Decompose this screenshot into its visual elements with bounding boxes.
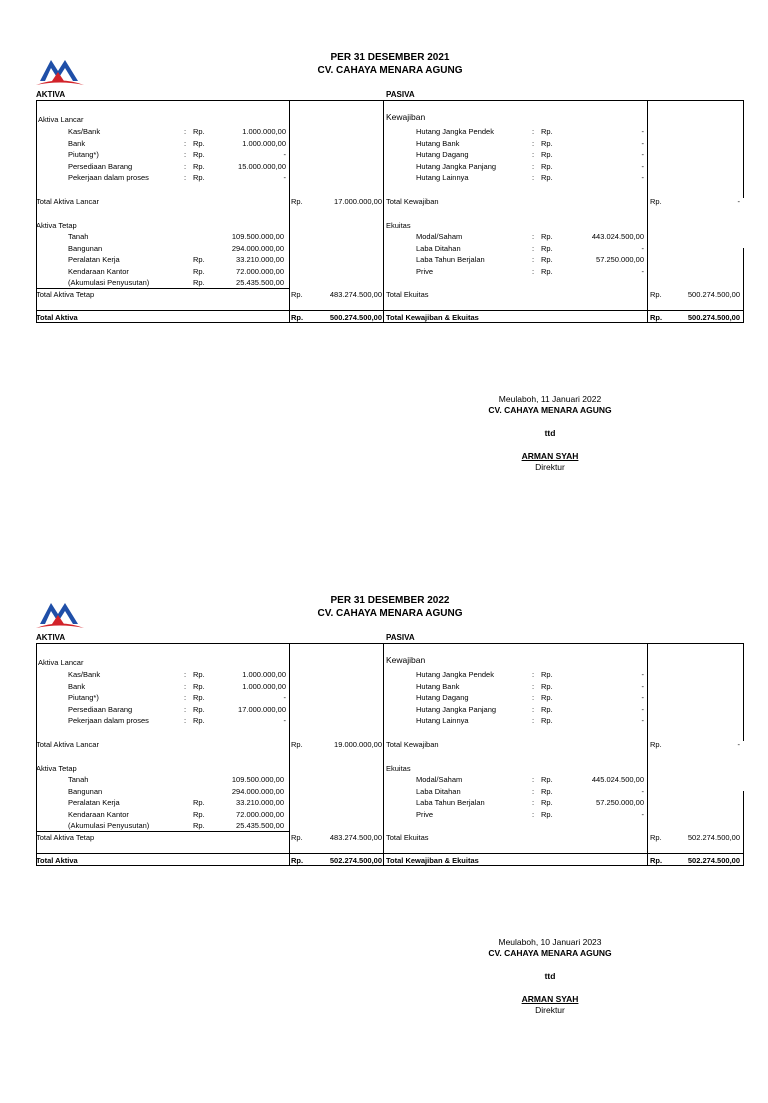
kewajiban-item-value: - [641, 138, 644, 148]
aktiva-lancar-item-value: 17.000.000,00 [238, 704, 286, 714]
total-ekuitas-label: Total Ekuitas [386, 290, 429, 299]
signature-company: CV. CAHAYA MENARA AGUNG [488, 948, 612, 958]
aktiva-lancar-item-colon: : [184, 681, 187, 691]
total-aktiva-tetap-label: Total Aktiva Tetap [36, 290, 95, 299]
aktiva-tetap-item-value: 72.000.000,00 [236, 266, 284, 276]
table-top-border [36, 100, 744, 101]
aktiva-lancar-item-colon: : [184, 161, 187, 171]
kewajiban-item-label: Hutang Lainnya [416, 716, 469, 726]
aktiva-lancar-item-colon: : [184, 704, 187, 714]
kewajiban-item-rp: Rp. [541, 127, 553, 136]
aktiva-tetap-item-value: 109.500.000,00 [231, 232, 284, 241]
ekuitas-item-value: 57.250.000,00 [596, 255, 644, 265]
divider-aktiva-values [289, 100, 290, 322]
aktiva-lancar-item-label: Bank [68, 681, 86, 691]
aktiva-lancar-item-value: - [283, 693, 286, 703]
aktiva-tetap-label: Aktiva Tetap [36, 764, 77, 773]
total-aktiva-value: 502.274.500,00 [329, 856, 382, 865]
aktiva-lancar-item-rp: Rp. [193, 127, 205, 136]
aktiva-lancar-item-label: Persediaan Barang [68, 704, 133, 714]
aktiva-lancar-item-colon: : [184, 670, 187, 679]
ekuitas-item-label: Laba Tahun Berjalan [416, 255, 485, 265]
kewajiban-item-rp: Rp. [541, 173, 553, 183]
aktiva-lancar-item-colon: : [184, 693, 187, 703]
aktiva-tetap-item-value: 294.000.000,00 [231, 243, 284, 253]
kewajiban-item-colon: : [532, 681, 535, 691]
aktiva-tetap-item-value: 33.210.000,00 [236, 798, 284, 808]
company-logo [34, 597, 86, 631]
signature-block [470, 394, 630, 473]
aktiva-tetap-item-label: (Akumulasi Penyusutan) [68, 821, 150, 831]
table-left-border [36, 100, 37, 322]
total-aktiva-lancar-rp: Rp. [291, 740, 303, 749]
aktiva-tetap-item-rp: Rp. [193, 809, 205, 819]
aktiva-lancar-item-label: Bank [68, 138, 86, 148]
kewajiban-item-rp: Rp. [541, 161, 553, 171]
aktiva-lancar-item-label: Pekerjaan dalam proses [68, 716, 149, 726]
kewajiban-item-label: Hutang Bank [416, 138, 460, 148]
aktiva-lancar-item-rp: Rp. [193, 138, 205, 148]
ekuitas-item-rp: Rp. [541, 255, 553, 265]
divider-pasiva-values [647, 100, 648, 322]
ekuitas-item-value: 445.024.500,00 [591, 775, 644, 784]
ekuitas-item-colon: : [532, 232, 535, 241]
kewajiban-item-colon: : [532, 693, 535, 703]
ekuitas-item-rp: Rp. [541, 798, 553, 808]
ekuitas-item-value: - [641, 266, 644, 276]
ekuitas-label: Ekuitas [386, 221, 411, 230]
kewajiban-item-rp: Rp. [541, 670, 553, 679]
total-top-rule [36, 853, 744, 854]
kewajiban-item-colon: : [532, 127, 535, 136]
divider-aktiva-values [289, 643, 290, 865]
aktiva-tetap-item-rp: Rp. [193, 278, 205, 288]
total-ekuitas-value: 502.274.500,00 [687, 833, 740, 842]
aktiva-tetap-item-label: Tanah [68, 232, 89, 241]
aktiva-lancar-item-rp: Rp. [193, 150, 205, 160]
total-aktiva-rp: Rp. [291, 856, 304, 865]
table-left-border [36, 643, 37, 865]
total-kewajiban-rp: Rp. [650, 197, 662, 206]
aktiva-lancar-item-value: 15.000.000,00 [238, 161, 286, 171]
aktiva-lancar-item-label: Kas/Bank [68, 127, 101, 136]
aktiva-lancar-item-colon: : [184, 138, 187, 148]
aktiva-lancar-item-rp: Rp. [193, 173, 205, 183]
aktiva-lancar-item-colon: : [184, 150, 187, 160]
aktiva-tetap-item-rp: Rp. [193, 798, 205, 808]
ekuitas-item-value: - [641, 809, 644, 819]
ekuitas-item-colon: : [532, 786, 535, 796]
total-kewajiban-ekuitas-value: 502.274.500,00 [687, 856, 740, 865]
aktiva-lancar-item-rp: Rp. [193, 693, 205, 703]
total-kewajiban-ekuitas-value: 500.274.500,00 [687, 313, 740, 322]
aktiva-tetap-item-value: 33.210.000,00 [236, 255, 284, 265]
aktiva-lancar-item-value: 1.000.000,00 [242, 670, 286, 679]
kewajiban-item-value: - [641, 173, 644, 183]
ekuitas-item-label: Modal/Saham [416, 775, 463, 784]
ekuitas-item-value: - [641, 786, 644, 796]
aktiva-tetap-item-label: Kendaraan Kantor [68, 266, 129, 276]
aktiva-header: AKTIVA [36, 90, 66, 99]
kewajiban-item-colon: : [532, 173, 535, 183]
table-right-border [743, 643, 744, 741]
total-ekuitas-rp: Rp. [650, 833, 662, 842]
statement-title: PER 31 DESEMBER 2021 [330, 52, 450, 63]
divider-aktiva-pasiva [383, 100, 384, 322]
signature-place-date: Meulaboh, 10 Januari 2023 [498, 937, 602, 947]
kewajiban-item-label: Hutang Jangka Panjang [416, 704, 497, 714]
aktiva-header: AKTIVA [36, 633, 66, 642]
kewajiban-item-value: - [641, 693, 644, 703]
ekuitas-item-colon: : [532, 775, 535, 784]
divider-aktiva-pasiva [383, 643, 384, 865]
total-aktiva-tetap-rp: Rp. [291, 833, 303, 842]
aktiva-tetap-underline [36, 831, 289, 832]
total-kewajiban-rp: Rp. [650, 740, 662, 749]
aktiva-lancar-item-label: Pekerjaan dalam proses [68, 173, 149, 183]
ekuitas-item-colon: : [532, 243, 535, 253]
aktiva-tetap-item-rp: Rp. [193, 266, 205, 276]
aktiva-tetap-item-value: 294.000.000,00 [231, 786, 284, 796]
aktiva-lancar-item-label: Kas/Bank [68, 670, 101, 679]
kewajiban-item-value: - [641, 127, 644, 136]
aktiva-lancar-item-value: 1.000.000,00 [242, 681, 286, 691]
aktiva-lancar-item-label: Piutang*) [68, 693, 99, 703]
kewajiban-item-label: Hutang Jangka Pendek [416, 127, 494, 136]
total-aktiva-lancar-label: Total Aktiva Lancar [36, 197, 99, 206]
company-logo [34, 54, 86, 88]
ekuitas-item-rp: Rp. [541, 809, 553, 819]
total-ekuitas-label: Total Ekuitas [386, 833, 429, 842]
ekuitas-item-label: Laba Ditahan [416, 243, 461, 253]
ekuitas-item-label: Laba Ditahan [416, 786, 461, 796]
signer-name: ARMAN SYAH [521, 994, 579, 1004]
ekuitas-item-value: 57.250.000,00 [596, 798, 644, 808]
ekuitas-item-rp: Rp. [541, 243, 553, 253]
ekuitas-item-colon: : [532, 809, 535, 819]
signature-company: CV. CAHAYA MENARA AGUNG [488, 405, 612, 415]
total-ekuitas-rp: Rp. [650, 290, 662, 299]
total-kewajiban-ekuitas-rp: Rp. [650, 313, 663, 322]
balance-sheet-2 [0, 591, 768, 1103]
aktiva-tetap-item-value: 25.435.500,00 [236, 821, 284, 831]
ekuitas-item-rp: Rp. [541, 266, 553, 276]
signature-place-date: Meulaboh, 11 Januari 2022 [498, 394, 602, 404]
company-name: CV. CAHAYA MENARA AGUNG [317, 608, 463, 619]
total-aktiva-label: Total Aktiva [36, 856, 78, 865]
total-kewajiban-ekuitas-label: Total Kewajiban & Ekuitas [386, 856, 479, 865]
kewajiban-item-value: - [641, 716, 644, 726]
signer-name: ARMAN SYAH [521, 451, 579, 461]
kewajiban-item-colon: : [532, 670, 535, 679]
aktiva-tetap-item-label: (Akumulasi Penyusutan) [68, 278, 150, 288]
pasiva-header: PASIVA [386, 633, 415, 642]
aktiva-lancar-label: Aktiva Lancar [38, 115, 84, 124]
ekuitas-item-colon: : [532, 255, 535, 265]
aktiva-lancar-item-value: - [283, 716, 286, 726]
table-top-border [36, 643, 744, 644]
aktiva-tetap-item-label: Kendaraan Kantor [68, 809, 129, 819]
total-aktiva-tetap-label: Total Aktiva Tetap [36, 833, 95, 842]
total-aktiva-lancar-value: 19.000.000,00 [334, 740, 382, 749]
kewajiban-label: Kewajiban [386, 112, 426, 122]
aktiva-lancar-item-rp: Rp. [193, 704, 205, 714]
signature-block [470, 937, 630, 1016]
total-kewajiban-ekuitas-rp: Rp. [650, 856, 663, 865]
kewajiban-item-colon: : [532, 150, 535, 160]
company-logo-icon [34, 54, 86, 88]
signer-position: Direktur [535, 462, 565, 472]
ekuitas-item-value: - [641, 243, 644, 253]
kewajiban-item-rp: Rp. [541, 150, 553, 160]
kewajiban-item-label: Hutang Dagang [416, 150, 469, 160]
aktiva-lancar-item-label: Piutang*) [68, 150, 99, 160]
ekuitas-item-rp: Rp. [541, 786, 553, 796]
aktiva-lancar-item-colon: : [184, 173, 187, 183]
aktiva-lancar-item-colon: : [184, 716, 187, 726]
kewajiban-item-label: Hutang Jangka Panjang [416, 161, 497, 171]
aktiva-tetap-item-value: 72.000.000,00 [236, 809, 284, 819]
pasiva-header: PASIVA [386, 90, 415, 99]
signature-ttd: ttd [544, 428, 556, 438]
aktiva-tetap-item-label: Peralatan Kerja [68, 255, 120, 265]
ekuitas-item-value: 443.024.500,00 [591, 232, 644, 241]
kewajiban-item-label: Hutang Dagang [416, 693, 469, 703]
total-aktiva-tetap-rp: Rp. [291, 290, 303, 299]
ekuitas-item-label: Modal/Saham [416, 232, 463, 241]
kewajiban-item-label: Hutang Lainnya [416, 173, 469, 183]
company-logo-icon [34, 597, 86, 631]
aktiva-lancar-item-rp: Rp. [193, 161, 205, 171]
aktiva-tetap-item-label: Peralatan Kerja [68, 798, 120, 808]
aktiva-lancar-item-value: 1.000.000,00 [242, 138, 286, 148]
total-aktiva-value: 500.274.500,00 [329, 313, 382, 322]
total-kewajiban-label: Total Kewajiban [386, 197, 439, 206]
kewajiban-item-value: - [641, 150, 644, 160]
aktiva-lancar-label: Aktiva Lancar [38, 658, 84, 667]
kewajiban-item-colon: : [532, 704, 535, 714]
ekuitas-item-label: Prive [416, 266, 434, 276]
aktiva-tetap-item-value: 109.500.000,00 [231, 775, 284, 784]
aktiva-tetap-item-value: 25.435.500,00 [236, 278, 284, 288]
aktiva-lancar-item-rp: Rp. [193, 716, 205, 726]
divider-pasiva-values [647, 643, 648, 865]
kewajiban-item-colon: : [532, 716, 535, 726]
ekuitas-item-rp: Rp. [541, 775, 553, 784]
ekuitas-label: Ekuitas [386, 764, 411, 773]
total-kewajiban-label: Total Kewajiban [386, 740, 439, 749]
aktiva-tetap-item-rp: Rp. [193, 821, 205, 831]
total-kewajiban-value: - [737, 197, 740, 206]
signature-ttd: ttd [544, 971, 556, 981]
aktiva-tetap-item-label: Bangunan [68, 243, 103, 253]
kewajiban-item-value: - [641, 681, 644, 691]
aktiva-tetap-item-label: Tanah [68, 775, 89, 784]
aktiva-tetap-item-label: Bangunan [68, 786, 103, 796]
ekuitas-item-rp: Rp. [541, 232, 553, 241]
kewajiban-item-colon: : [532, 138, 535, 148]
ekuitas-item-label: Laba Tahun Berjalan [416, 798, 485, 808]
total-aktiva-rp: Rp. [291, 313, 304, 322]
total-kewajiban-ekuitas-label: Total Kewajiban & Ekuitas [386, 313, 479, 322]
total-aktiva-lancar-label: Total Aktiva Lancar [36, 740, 99, 749]
aktiva-lancar-item-value: - [283, 150, 286, 160]
kewajiban-item-colon: : [532, 161, 535, 171]
total-aktiva-tetap-value: 483.274.500,00 [329, 833, 382, 842]
aktiva-lancar-item-colon: : [184, 127, 187, 136]
signer-position: Direktur [535, 1005, 565, 1015]
aktiva-lancar-item-rp: Rp. [193, 681, 205, 691]
aktiva-lancar-item-value: 1.000.000,00 [242, 127, 286, 136]
aktiva-lancar-item-value: - [283, 173, 286, 183]
kewajiban-item-label: Hutang Jangka Pendek [416, 670, 494, 679]
total-kewajiban-value: - [737, 740, 740, 749]
total-aktiva-tetap-value: 483.274.500,00 [329, 290, 382, 299]
total-bottom-rule [36, 322, 744, 323]
kewajiban-item-label: Hutang Bank [416, 681, 460, 691]
ekuitas-item-colon: : [532, 266, 535, 276]
aktiva-tetap-underline [36, 288, 289, 289]
total-bottom-rule [36, 865, 744, 866]
kewajiban-item-value: - [641, 704, 644, 714]
kewajiban-item-value: - [641, 161, 644, 171]
aktiva-lancar-item-rp: Rp. [193, 670, 205, 679]
aktiva-lancar-item-label: Persediaan Barang [68, 161, 133, 171]
ekuitas-item-label: Prive [416, 809, 434, 819]
aktiva-tetap-label: Aktiva Tetap [36, 221, 77, 230]
aktiva-tetap-item-rp: Rp. [193, 255, 205, 265]
total-aktiva-lancar-rp: Rp. [291, 197, 303, 206]
company-name: CV. CAHAYA MENARA AGUNG [317, 65, 463, 76]
total-top-rule [36, 310, 744, 311]
kewajiban-label: Kewajiban [386, 655, 426, 665]
balance-sheet-1 [0, 48, 768, 560]
total-aktiva-lancar-value: 17.000.000,00 [334, 197, 382, 206]
total-ekuitas-value: 500.274.500,00 [687, 290, 740, 299]
kewajiban-item-rp: Rp. [541, 716, 553, 726]
ekuitas-item-colon: : [532, 798, 535, 808]
kewajiban-item-rp: Rp. [541, 138, 553, 148]
statement-title: PER 31 DESEMBER 2022 [330, 595, 450, 606]
total-aktiva-label: Total Aktiva [36, 313, 78, 322]
table-right-border [743, 100, 744, 198]
kewajiban-item-rp: Rp. [541, 693, 553, 703]
kewajiban-item-rp: Rp. [541, 704, 553, 714]
kewajiban-item-rp: Rp. [541, 681, 553, 691]
kewajiban-item-value: - [641, 670, 644, 679]
